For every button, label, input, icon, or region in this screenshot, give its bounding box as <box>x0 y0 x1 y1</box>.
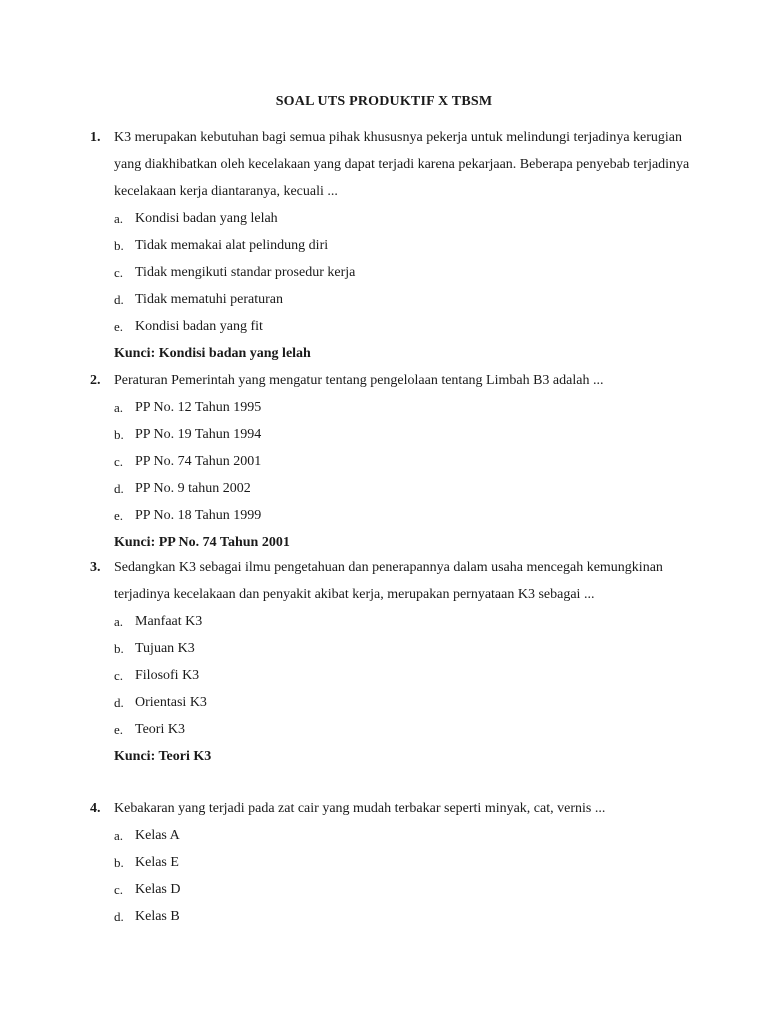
question-number: 2. <box>90 373 101 388</box>
option-item <box>114 502 690 529</box>
option-item <box>114 475 690 502</box>
option-text: Orientasi K3 <box>135 695 207 710</box>
option-text: Teori K3 <box>135 722 185 737</box>
option-letter: c. <box>114 265 124 280</box>
option-letter: a. <box>114 211 124 226</box>
question-text: Kebakaran yang terjadi pada zat cair yang mudah terbakar seperti minyak, cat, vernis ... <box>114 801 606 816</box>
option-text: Manfaat K3 <box>135 614 203 629</box>
option-letter: d. <box>114 292 124 307</box>
option-item <box>114 716 690 743</box>
answer-key: Kunci: Teori K3 <box>114 749 212 764</box>
question-4 <box>90 795 690 930</box>
option-item <box>114 205 690 232</box>
option-text: Tujuan K3 <box>135 641 195 656</box>
question-number: 4. <box>90 801 101 816</box>
option-text: Tidak mengikuti standar prosedur kerja <box>135 265 356 280</box>
option-text: PP No. 12 Tahun 1995 <box>135 400 262 415</box>
option-letter: c. <box>114 454 124 469</box>
option-item <box>114 876 690 903</box>
option-text: Filosofi K3 <box>135 668 200 683</box>
option-list <box>114 822 690 930</box>
option-text: Kelas D <box>135 882 181 897</box>
option-item <box>114 313 690 340</box>
option-letter: b. <box>114 855 124 870</box>
option-item <box>114 903 690 930</box>
option-list <box>114 608 690 743</box>
option-text: Tidak mematuhi peraturan <box>135 292 284 307</box>
option-letter: b. <box>114 641 124 656</box>
option-letter: c. <box>114 668 124 683</box>
option-item <box>114 849 690 876</box>
option-text: Tidak memakai alat pelindung diri <box>135 238 329 253</box>
option-text: Kelas A <box>135 828 180 843</box>
question-3 <box>90 554 690 770</box>
question-number: 1. <box>90 130 101 145</box>
option-letter: d. <box>114 481 124 496</box>
option-letter: d. <box>114 695 124 710</box>
option-letter: a. <box>114 828 124 843</box>
option-letter: b. <box>114 238 124 253</box>
option-letter: e. <box>114 722 124 737</box>
option-item <box>114 421 690 448</box>
option-letter: c. <box>114 882 124 897</box>
question-number: 3. <box>90 560 101 575</box>
option-list <box>114 394 690 529</box>
option-list <box>114 205 690 340</box>
option-item <box>114 608 690 635</box>
option-item <box>114 394 690 421</box>
question-text: Peraturan Pemerintah yang mengatur tentang pengelolaan tentang Limbah B3 adalah ... <box>114 373 604 388</box>
option-letter: a. <box>114 400 124 415</box>
option-text: Kelas B <box>135 909 180 924</box>
option-text: Kondisi badan yang lelah <box>135 211 278 226</box>
question-2 <box>90 367 690 556</box>
option-text: PP No. 19 Tahun 1994 <box>135 427 262 442</box>
document-title: SOAL UTS PRODUKTIF X TBSM <box>275 94 493 109</box>
option-letter: e. <box>114 508 124 523</box>
option-item <box>114 232 690 259</box>
option-item <box>114 822 690 849</box>
option-text: PP No. 74 Tahun 2001 <box>135 454 262 469</box>
option-letter: d. <box>114 909 124 924</box>
option-text: PP No. 18 Tahun 1999 <box>135 508 262 523</box>
option-item <box>114 689 690 716</box>
option-text: Kondisi badan yang fit <box>135 319 263 334</box>
option-text: Kelas E <box>135 855 179 870</box>
option-item <box>114 286 690 313</box>
option-text: PP No. 9 tahun 2002 <box>135 481 251 496</box>
answer-key: Kunci: PP No. 74 Tahun 2001 <box>114 535 290 550</box>
option-item <box>114 635 690 662</box>
question-1 <box>90 124 690 367</box>
question-text: Sedangkan K3 sebagai ilmu pengetahuan dan penerapannya dalam usaha mencegah kemungkinan terjadinya kecelakaan dan penyakit akibat kerja, merupakan pernyataan K3 sebagai ... <box>114 560 663 602</box>
option-item <box>114 448 690 475</box>
option-item <box>114 259 690 286</box>
answer-key: Kunci: Kondisi badan yang lelah <box>114 346 311 361</box>
question-text: K3 merupakan kebutuhan bagi semua pihak khususnya pekerja untuk melindungi terjadinya kerugian yang diakhibatkan oleh kecelakaan yang dapat terjadi karena pekarjaan. Beberapa penyebab terjadinya kecelakaan kerja diantaranya, kecuali ... <box>114 130 690 199</box>
option-letter: b. <box>114 427 124 442</box>
option-letter: a. <box>114 614 124 629</box>
option-item <box>114 662 690 689</box>
option-letter: e. <box>114 319 124 334</box>
